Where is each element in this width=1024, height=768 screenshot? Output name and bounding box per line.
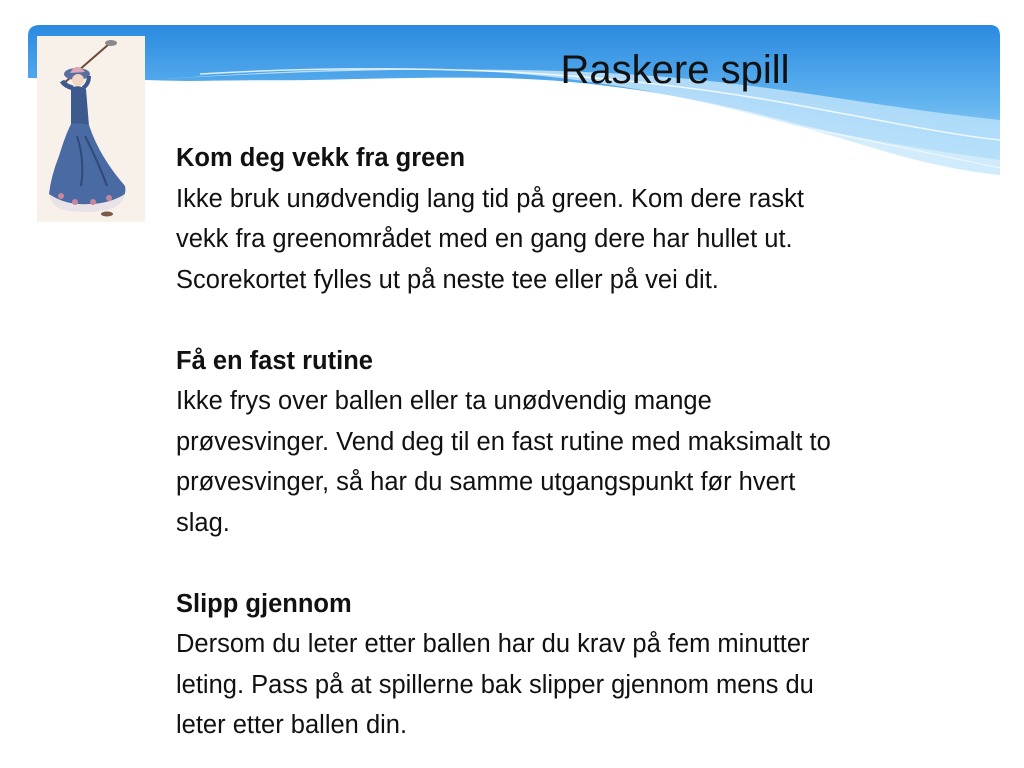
slide-body xyxy=(176,138,996,746)
section-text: Dersom du leter etter ballen har du krav på fem minutter leting. Pass på at spillerne bak slipper gjennom mens du leter etter ballen din. xyxy=(176,630,814,739)
section-leave-green xyxy=(176,138,996,300)
section-fixed-routine xyxy=(176,341,996,544)
section-let-through xyxy=(176,584,996,746)
section-heading: Kom deg vekk fra green xyxy=(176,144,466,172)
section-heading: Få en fast rutine xyxy=(176,346,373,375)
section-heading: Slipp gjennom xyxy=(176,589,352,618)
section-text: Ikke frys over ballen eller ta unødvendig mange prøvesvinger. Vend deg til en fast rutine med maksimalt to prøvesvinger, så har du samme utgangspunkt før hvert slag. xyxy=(176,387,831,537)
slide-title: Raskere spill xyxy=(560,48,790,92)
vintage-golfer-illustration xyxy=(37,36,145,222)
section-text: Ikke bruk unødvendig lang tid på green. Kom dere raskt vekk fra greenområdet med en gang dere har hullet ut. Scorekortet fylles ut på neste tee eller på vei dit. xyxy=(176,184,804,294)
